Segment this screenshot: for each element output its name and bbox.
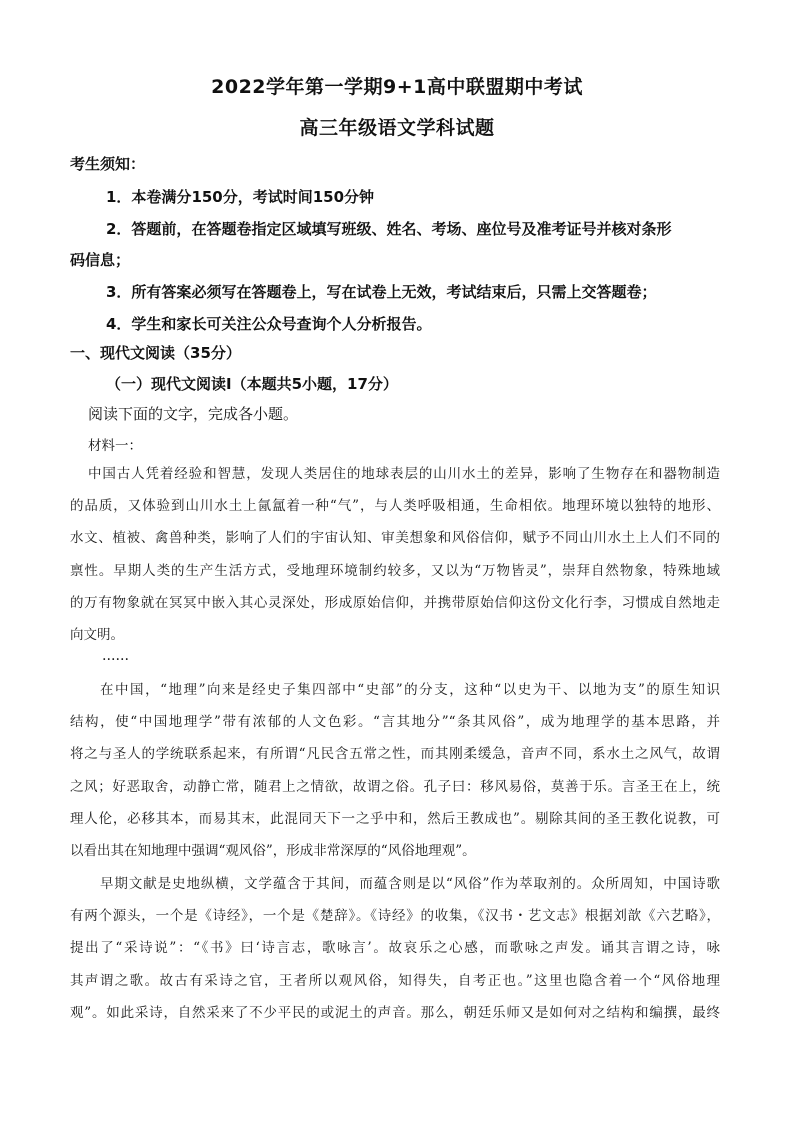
- material-label: 材料一：: [88, 438, 142, 454]
- paragraph-line: 的品质，又体验到山川水土上氤氲着一种“气”，与人类呼吸相通，生命相依。地理环境以独特的地形、: [70, 498, 720, 515]
- paragraph-line: 提出了“采诗说”：“《书》曰‘诗言志，歌咏言’。故哀乐之心感，而歌咏之声发。诵其言谓之诗，咏: [70, 940, 720, 957]
- paragraph-line: 有两个源头，一个是《诗经》，一个是《楚辞》。《诗经》的收集，《汉书・艺文志》根据刘歆《六艺略》，: [70, 908, 720, 925]
- notice-item-3: 3．所有答案必须写在答题卷上，写在试卷上无效，考试结束后，只需上交答题卷；: [106, 283, 657, 301]
- notice-item-2-cont: 码信息；: [70, 251, 131, 269]
- notice-item-2: 2．答题前，在答题卷指定区域填写班级、姓名、考场、座位号及准考证号并核对条形: [106, 220, 672, 238]
- paragraph-line: 将之与圣人的学统联系起来，有所谓“凡民含五常之性，而其刚柔缓急，音声不同，系水土之风气，故谓: [70, 746, 720, 763]
- paragraph-line: 在中国，“地理”向来是经史子集四部中“史部”的分支，这种“以史为干、以地为支”的原生知识: [100, 682, 720, 698]
- paragraph-line: 观”。如此采诗，自然采来了不少平民的或泥土的声音。那么，朝廷乐师又是如何对之结构和编撰，最终: [70, 1004, 720, 1021]
- exam-subtitle: 高三年级语文学科试题: [299, 117, 495, 139]
- paragraph-line: 早期文献是史地纵横，文学蕴含于其间，而蕴含则是以“风俗”作为萃取剂的。众所周知，中国诗歌: [100, 876, 720, 892]
- paragraph-line: 的万有物象就在冥冥中嵌入其心灵深处，形成原始信仰，并携带原始信仰这份文化行李，习惯成自然地走: [70, 594, 720, 611]
- paragraph-3: [70, 868, 720, 1029]
- section-heading: 一、现代文阅读（35分）: [70, 344, 241, 362]
- reading-instruction: 阅读下面的文字，完成各小题。: [88, 405, 299, 423]
- paragraph-line: 向文明。: [70, 626, 124, 643]
- notice-item-4: 4．学生和家长可关注公众号查询个人分析报告。: [106, 315, 432, 333]
- paragraph-line: 理人伦，必移其本，而易其末，此混同天下一之乎中和，然后王教成也”。剔除其间的圣王教化说教，可: [70, 810, 720, 827]
- paragraph-line: 其声谓之歌。故古有采诗之官，王者所以观风俗，知得失，自考正也。”这里也隐含着一个“风俗地理: [70, 972, 720, 989]
- exam-title: 2022学年第一学期9+1高中联盟期中考试: [211, 76, 583, 98]
- notice-item-1: 1．本卷满分150分，考试时间150分钟: [106, 188, 375, 206]
- ellipsis: ……: [102, 648, 129, 664]
- section-subheading: （一）现代文阅读Ⅰ（本题共5小题，17分）: [106, 375, 398, 393]
- paragraph-line: 以看出其在知地理中强调“观风俗”，形成非常深厚的“风俗地理观”。: [70, 842, 476, 859]
- paragraph-1: [70, 458, 720, 651]
- paragraph-2: [70, 674, 720, 867]
- paragraph-line: 之风；好恶取舍，动静亡常，随君上之情欲，故谓之俗。孔子曰：移风易俗，莫善于乐。言圣王在上，统: [70, 778, 720, 795]
- paragraph-line: 水文、植被、禽兽种类，影响了人们的宇宙认知、审美想象和风俗信仰，赋予不同山川水土上人们不同的: [70, 530, 720, 547]
- paragraph-line: 结构，使“中国地理学”带有浓郁的人文色彩。“言其地分”“条其风俗”，成为地理学的基本思路，并: [70, 714, 720, 731]
- paragraph-line: 禀性。早期人类的生产生活方式，受地理环境制约较多，又以为“万物皆灵”，崇拜自然物象，特殊地域: [70, 562, 720, 579]
- paragraph-line: 中国古人凭着经验和智慧，发现人类居住的地球表层的山川水土的差异，影响了生物存在和器物制造: [88, 466, 720, 482]
- notice-heading: 考生须知：: [70, 155, 146, 173]
